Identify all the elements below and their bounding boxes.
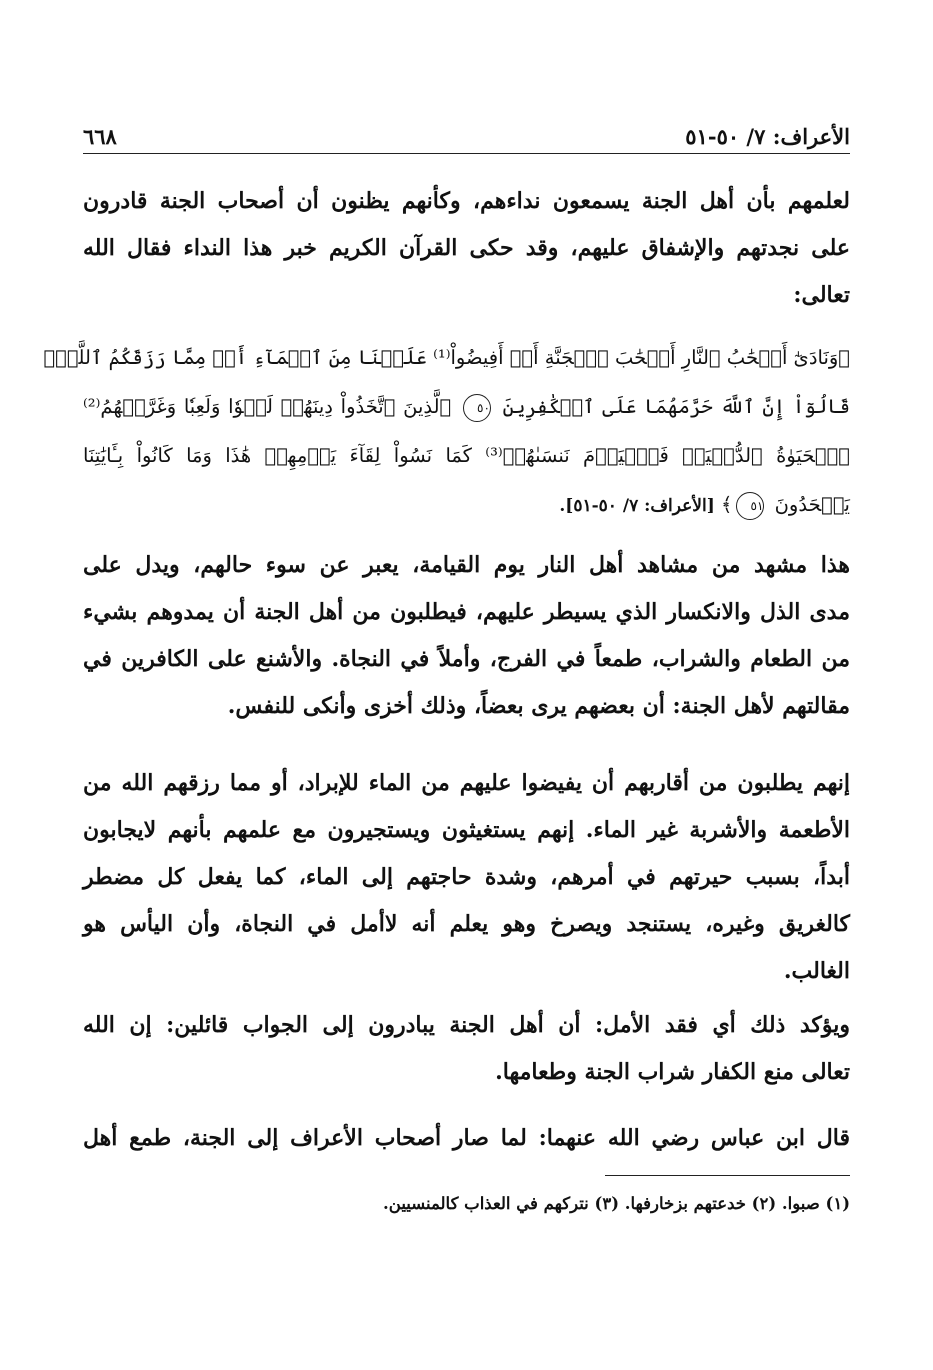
text-line: لعلمهم بأن أهل الجنة يسمعون نداءهم، وكأنهم يظنون أن أصحاب الجنة قادرون [83, 188, 850, 214]
verse-reference: [الأعراف: ٧/ ٥٠-٥١]. [559, 496, 715, 516]
verse-line [83, 382, 850, 431]
footnote-divider [605, 1175, 850, 1176]
verse-segment: قَالُوٓاْ إِنَّ ٱللَّهَ حَرَّمَهُمَا عَلَى ٱلۡكَٰفِرِينَ [502, 395, 851, 418]
verse-segment: ٱلَّذِينَ ٱتَّخَذُواْ دِينَهُمۡ لَهۡوٗا وَلَعِبٗا وَغَرَّتۡهُمُ⁽²⁾ [83, 395, 452, 418]
verse-line [83, 480, 850, 531]
text-line: على نجدتهم والإشفاق عليهم، وقد حكى القرآن الكريم خبر هذا النداء فقال الله [83, 235, 850, 261]
text-line: هذا مشهد من مشاهد أهل النار يوم القيامة، يعبر عن سوء حالهم، ويدل على [83, 552, 850, 578]
page-number: ٦٦٨ [83, 124, 117, 149]
text-line: إنهم يطلبون من أقاربهم أن يفيضوا عليهم من الماء للإبراد، أو مما رزقهم الله من [83, 770, 850, 796]
text-line: قال ابن عباس رضي الله عنهما: لما صار أصحاب الأعراف إلى الجنة، طمع أهل [83, 1125, 850, 1151]
quran-verse-block [43, 333, 851, 531]
text-line: ويؤكد ذلك أي فقد الأمل: أن أهل الجنة يبادرون إلى الجواب قائلين: إن الله [83, 1012, 850, 1038]
text-line: من الطعام والشراب، طمعاً في الفرج، وأملاً في النجاة. والأشنع على الكافرين في [83, 646, 850, 672]
paragraph-intro [83, 178, 850, 319]
text-line: الأطعمة والأشربة غير الماء. إنهم يستغيثون ويستجيرون مع علمهم بأنهم لايجابون [83, 817, 850, 843]
paragraph-confirmation [83, 1002, 850, 1096]
text-line: تعالى منع الكفار شراب الجنة وطعامها. [495, 1059, 850, 1085]
text-line: كالغريق وغيره، يستنجد ويصرخ وهو يعلم أنه لاأمل في النجاة، وأن اليأس هو [83, 911, 850, 937]
paragraph-scene [83, 542, 850, 730]
paragraph-pleading [83, 760, 850, 995]
text-line: مقالتهم لأهل الجنة: أن بعضهم يرى بعضاً، وذلك أخزى وأنكى للنفس. [227, 693, 850, 719]
running-header [83, 115, 850, 149]
paragraph-ibn-abbas [83, 1115, 850, 1162]
ayah-number-marker: ٥٠ [463, 394, 491, 422]
ayah-number-marker: ٥١ [736, 492, 764, 520]
verse-segment: ﴾ [720, 493, 733, 516]
text-line: الغالب. [783, 958, 850, 984]
header-divider [83, 153, 850, 154]
verse-line: ﴿وَنَادَىٰٓ أَصۡحَٰبُ ٱلنَّارِ أَصۡحَٰبَ ٱلۡجَنَّةِ أَنۡ أَفِيضُواْ⁽¹⁾ عَلَيۡنَا مِنَ ٱلۡمَآءِ أَوۡ مِمَّا رَزَقَكُمُ ٱللَّهُۚ [43, 346, 850, 369]
text-line: تعالى: [793, 282, 850, 308]
verse-segment: يَجۡحَدُونَ [774, 493, 850, 516]
verse-line: ٱلۡحَيَوٰةُ ٱلدُّنۡيَاۚ فَٱلۡيَوۡمَ نَنسَىٰهُمۡ⁽³⁾ كَمَا نَسُواْ لِقَآءَ يَوۡمِهِمۡ هَٰذَا وَمَا كَانُواْ بِـَٔايَٰتِنَا [83, 444, 850, 467]
text-line: أبداً، بسبب حيرتهم في أمرهم، وشدة حاجتهم إلى الماء، كما يفعل كل مضطر [83, 864, 850, 890]
footnotes: (١) صبوا. (٢) خدعتهم بزخارفها. (٣) نتركهم في العذاب كالمنسيين. [383, 1194, 850, 1213]
text-line: مدى الذل والانكسار الذي يسيطر عليهم، فيطلبون من أهل الجنة أن يمدوهم بشيء [83, 599, 850, 625]
chapter-reference: الأعراف: ٧/ ٥٠-٥١ [685, 124, 850, 149]
